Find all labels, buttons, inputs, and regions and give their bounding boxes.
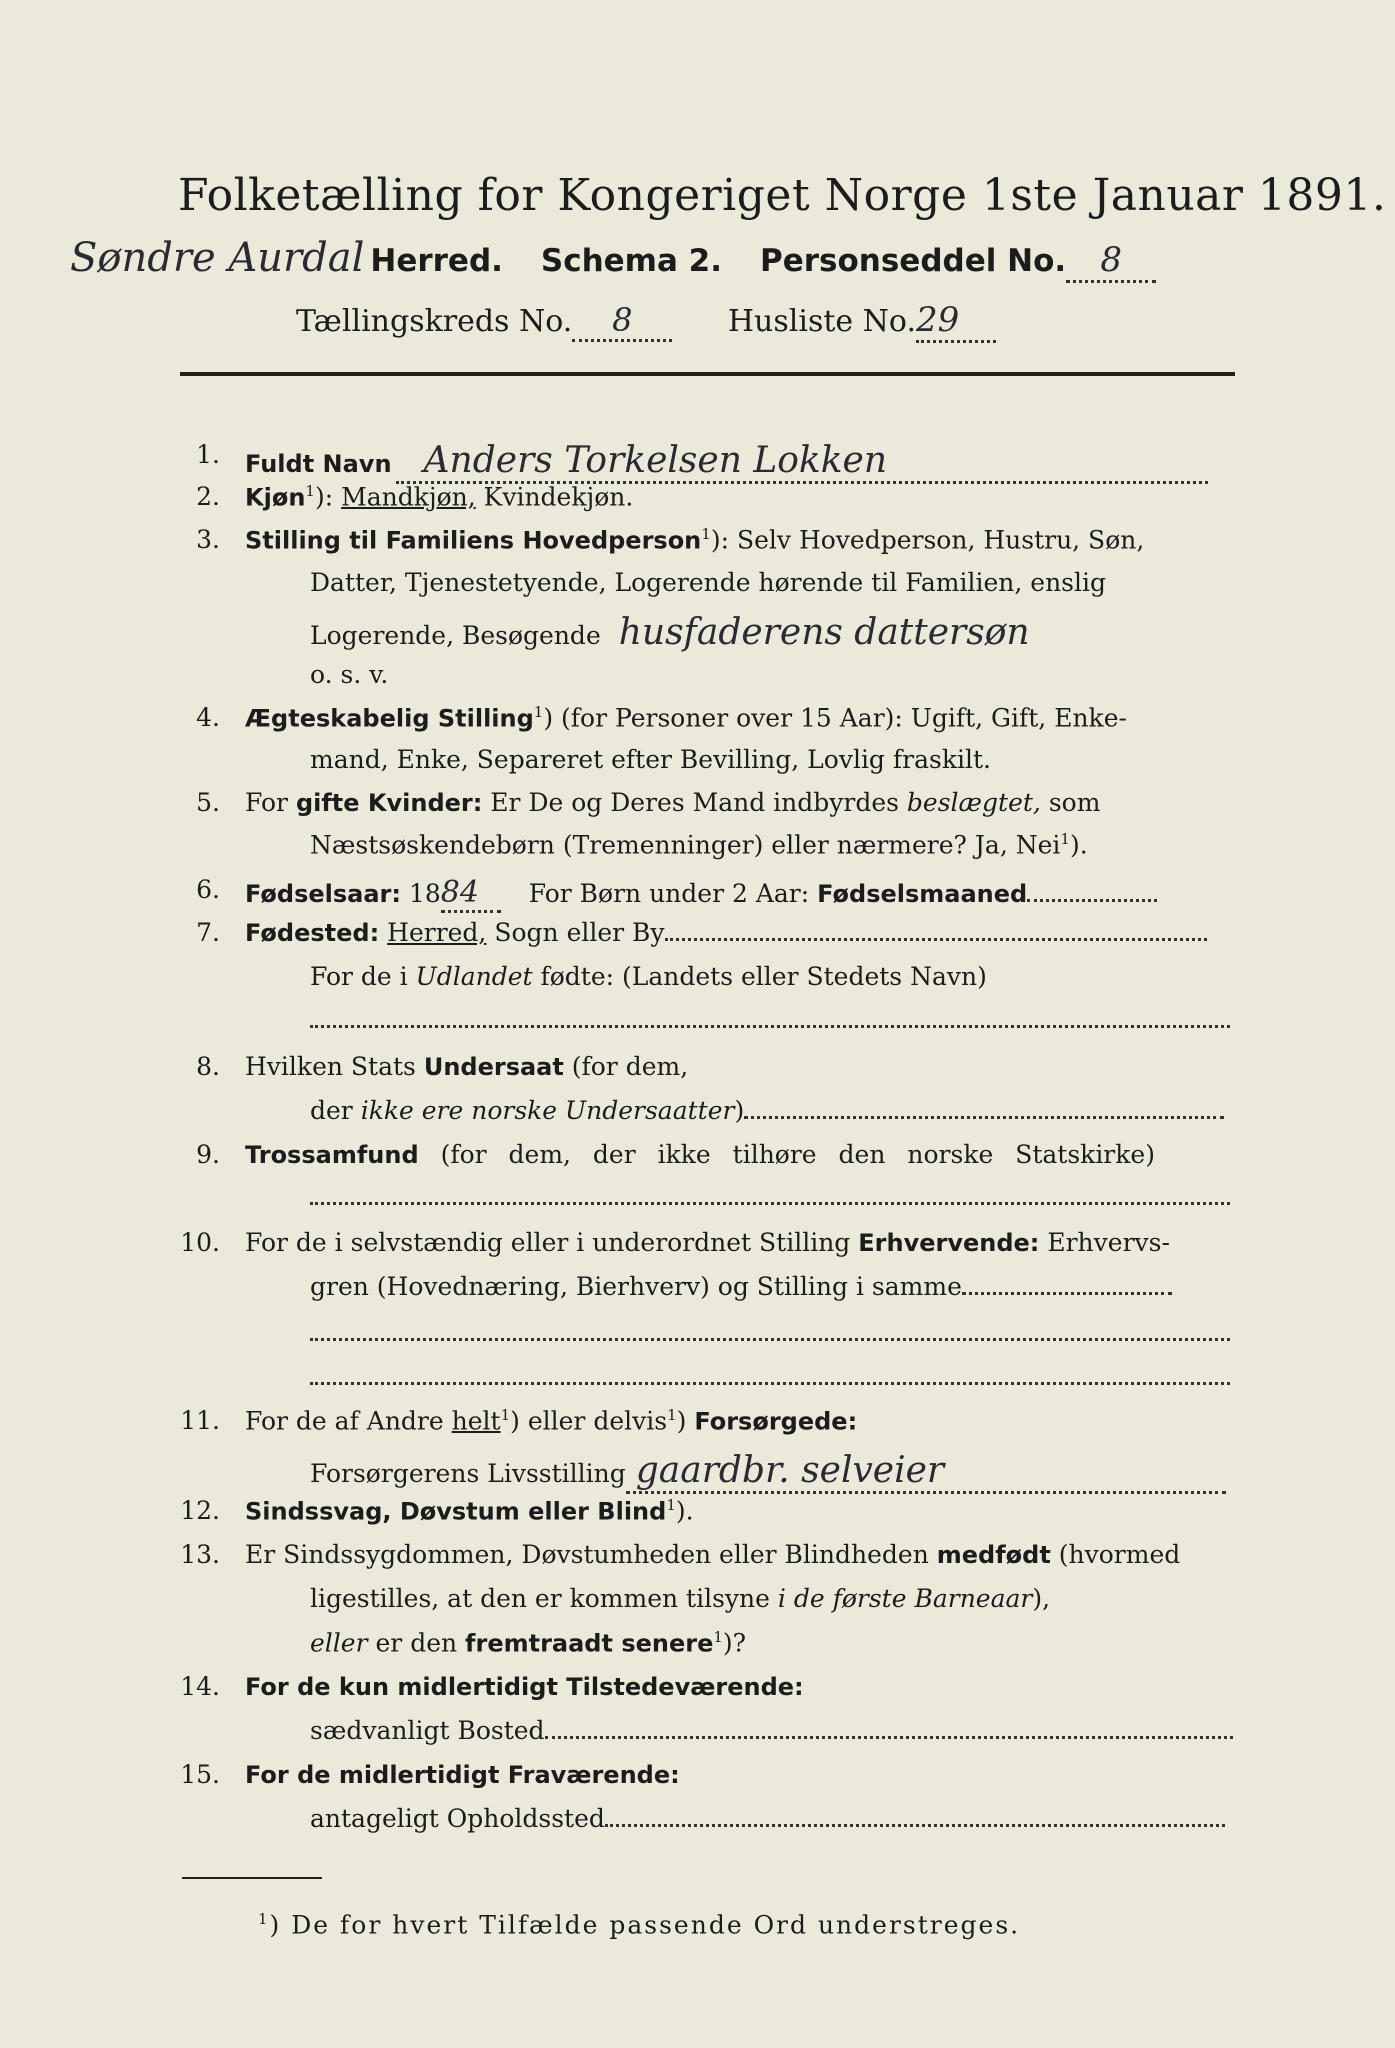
herred-value: Søndre Aurdal [70, 235, 365, 281]
footnote-marker: 1 [258, 1910, 270, 1928]
q7-udlandet: Udlandet [415, 962, 533, 991]
personseddel-label: Personseddel No. [759, 243, 1067, 279]
q11-option-helt: helt [451, 1406, 501, 1436]
q2-label: Kjøn [245, 483, 306, 512]
q7-label: Fødested: [245, 919, 380, 947]
q9-row [245, 1140, 1155, 1169]
q15-label: For de midlertidigt Fraværende: [245, 1761, 680, 1789]
q4-number: 4. [196, 703, 220, 732]
q3-label: Stilling til Familiens Hovedperson [245, 526, 702, 555]
q2-number: 2. [196, 482, 220, 511]
q7-number: 7. [196, 918, 220, 947]
q3-options-2: Datter, Tjenestetyende, Logerende hørende til Familien, enslig [310, 568, 1107, 597]
q5-number: 5. [196, 788, 220, 817]
q15-row-1 [245, 1760, 680, 1789]
herred-label: Herred. [370, 243, 503, 279]
herred-row [70, 235, 1156, 283]
q1-number: 1. [196, 440, 220, 469]
q9-number: 9. [196, 1140, 220, 1169]
q4-label: Ægteskabelig Stilling [245, 704, 534, 733]
q11-livsstilling-label: Forsørgerens Livsstilling [310, 1459, 626, 1488]
q5-options: Næstsøskendebørn (Tremenninger) eller nærmere? Ja, Nei [310, 830, 1061, 860]
q6-century: 18 [408, 879, 441, 908]
q11-delvis: ) eller delvis [510, 1406, 668, 1436]
q13-er-den: er den [375, 1628, 458, 1658]
q5-row-1 [245, 788, 1100, 817]
q7-for-de-i: For de i [310, 962, 408, 991]
q4-options-2: mand, Enke, Separeret efter Bevilling, Lovlig fraskilt. [310, 745, 991, 774]
q3-value: husfaderens dattersøn [618, 612, 1030, 653]
q10-text-2: gren (Hovednæring, Bierhverv) og Stilling i samme [310, 1272, 962, 1301]
q8-number: 8. [196, 1052, 220, 1081]
q6-row [245, 875, 1157, 913]
q2-option-kvindekjon: Kvindekjøn. [483, 482, 634, 512]
q7-text-2: fødte: (Landets eller Stedets Navn) [540, 962, 987, 991]
q10-row-2 [310, 1272, 1172, 1301]
q8-text: (for dem, [571, 1052, 689, 1081]
q10-blank-line-2 [310, 1362, 1230, 1391]
q3-row-1: Stilling til Familiens Hovedperson$^1$): Selv Hovedperson, Hustru, Søn, [245, 525, 1145, 555]
q1-label: Fuldt Navn [245, 450, 392, 478]
q10-number: 10. [180, 1228, 220, 1257]
q7-row-2 [310, 962, 987, 991]
q5-prefix: For [245, 788, 288, 817]
q8-undersaatter: ikke ere norske Undersaatter [360, 1096, 735, 1125]
q7-option-herred: Herred, [387, 918, 487, 947]
footnote [258, 1910, 1020, 1939]
q5-som: som [1048, 788, 1101, 817]
header-rule [180, 372, 1235, 376]
q13-label: medfødt [936, 1541, 1051, 1569]
q6-label-maaned: Fødselsmaaned [817, 880, 1028, 908]
q1-value: Anders Torkelsen Lokken [423, 440, 888, 481]
q1-row [245, 440, 1208, 484]
q13-row-1 [245, 1540, 1180, 1569]
q3-row-3 [310, 612, 1030, 653]
q3-options-3: Logerende, Besøgende [310, 621, 601, 650]
q2-footnote-ref: 1 [305, 482, 315, 500]
footnote-text: ) De for hvert Tilfælde passende Ord understreges. [269, 1910, 1021, 1940]
q14-number: 14. [180, 1672, 220, 1701]
q6-value: 84 [440, 875, 479, 910]
q13-text-2: ligestilles, at den er kommen tilsyne [310, 1584, 770, 1613]
footnote-rule [182, 1877, 322, 1879]
husliste-value: 29 [916, 300, 960, 340]
q11-value: gaardbr. selveier [635, 1450, 945, 1491]
q7-row-1 [245, 918, 1207, 947]
q2-option-mandkjon: Mandkjøn, [341, 482, 476, 512]
q13-barneaar: i de første Barneaar [777, 1584, 1033, 1613]
q9-text: (for dem, der ikke tilhøre den norske Statskirke) [440, 1140, 1155, 1169]
schema-label: Schema 2. [540, 243, 723, 279]
q8-der: der [310, 1096, 353, 1125]
q3-options-1: ): Selv Hovedperson, Hustru, Søn, [710, 525, 1145, 555]
q14-label: For de kun midlertidigt Tilstedeværende: [245, 1673, 804, 1701]
q6-label: Fødselsaar: [245, 880, 401, 908]
q12-row: Sindssvag, Døvstum eller Blind$^1$). [245, 1496, 694, 1526]
q14-row-2 [310, 1716, 1233, 1745]
q15-number: 15. [180, 1760, 220, 1789]
q2-suffix: ): [314, 482, 334, 512]
q6-text: For Børn under 2 Aar: [528, 879, 810, 908]
q10-row-1 [245, 1228, 1170, 1257]
q15-row-2 [310, 1804, 1225, 1833]
q10-erhvervs: Erhvervs- [1047, 1228, 1170, 1257]
q10-blank-line-1 [310, 1318, 1230, 1347]
form-title: Folketælling for Kongeriget Norge 1ste Januar 1891. [178, 170, 1387, 221]
q9-label: Trossamfund [245, 1141, 419, 1169]
q8-prefix: Hvilken Stats [245, 1052, 416, 1081]
q7-blank-line [310, 1005, 1230, 1034]
q4-row-1: Ægteskabelig Stilling$^1$) (for Personer over 15 Aar): Ugift, Gift, Enke- [245, 703, 1127, 733]
q13-label-senere: fremtraadt senere [465, 1629, 714, 1658]
q12-number: 12. [180, 1496, 220, 1525]
q3-number: 3. [196, 525, 220, 554]
q8-row-2: der ikke ere norske Undersaatter) [310, 1096, 1224, 1125]
q15-opholdssted-label: antageligt Opholdssted [310, 1804, 605, 1833]
q6-number: 6. [196, 875, 220, 904]
q11-label: Forsørgede: [694, 1407, 858, 1436]
q9-blank-line [310, 1182, 1230, 1211]
husliste-label: Husliste No. [727, 304, 917, 339]
q3-osv: o. s. v. [310, 660, 389, 689]
q5-row-2: Næstsøskendebørn (Tremenninger) eller nærmere? Ja, Nei$^1$). [310, 830, 1088, 860]
q7-text: Sogn eller By [494, 918, 665, 947]
q8-row-1 [245, 1052, 688, 1081]
q13-text: Er Sindssygdommen, Døvstumheden eller Blindheden [245, 1540, 929, 1569]
taellingskreds-label: Tællingskreds No. [296, 304, 573, 339]
taellingskreds-value: 8 [612, 301, 633, 339]
personseddel-value: 8 [1100, 240, 1122, 280]
q10-text: For de i selvstændig eller i underordnet Stilling [245, 1228, 851, 1257]
q13-hvormed: (hvormed [1058, 1540, 1181, 1569]
q11-row-2 [310, 1450, 1226, 1494]
q11-text: For de af Andre [245, 1406, 444, 1436]
q2-row [245, 482, 633, 511]
q11-number: 11. [180, 1406, 220, 1435]
q13-row-3: eller er den fremtraadt senere$^1$)? [310, 1628, 747, 1658]
q13-row-2: ligestilles, at den er kommen tilsyne i de første Barneaar), [310, 1584, 1051, 1613]
q13-eller: eller [310, 1628, 368, 1658]
q5-beslaegtet: beslægtet, [906, 788, 1041, 817]
q4-options-1: ) (for Personer over 15 Aar): Ugift, Gift, Enke- [543, 703, 1127, 733]
q11-row-1: For de af Andre helt$^1$) eller delvis$^1$) Forsørgede: [245, 1406, 858, 1436]
q13-number: 13. [180, 1540, 220, 1569]
q8-label: Undersaat [423, 1053, 564, 1081]
q14-row-1 [245, 1672, 804, 1701]
q5-label: gifte Kvinder: [295, 789, 483, 817]
q5-text: Er De og Deres Mand indbyrdes [490, 788, 899, 817]
q14-bosted-label: sædvanligt Bosted [310, 1716, 545, 1745]
q10-label: Erhvervende: [858, 1229, 1040, 1257]
q12-label: Sindssvag, Døvstum eller Blind [245, 1497, 667, 1526]
taellingskreds-row [296, 300, 996, 343]
